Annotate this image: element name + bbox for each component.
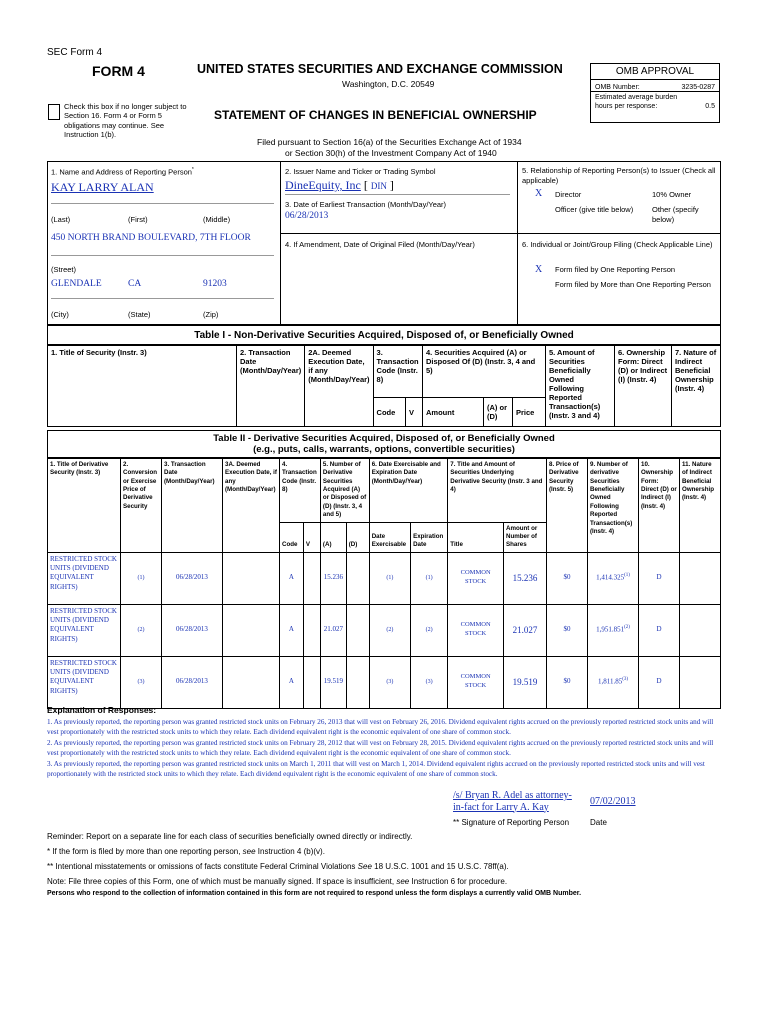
- t2-date-exercisable: (1): [369, 552, 410, 604]
- city-value: GLENDALE: [51, 279, 102, 289]
- t2-nature: [680, 604, 721, 656]
- t1-col-deemed: 2A. Deemed Execution Date, if any (Month/Day/Year): [305, 346, 373, 427]
- t2-deemed-date: [223, 552, 280, 604]
- officer-label: Officer (give title below): [555, 205, 634, 214]
- t2-col-deemed: 3A. Deemed Execution Date, if any (Month/Day/Year): [223, 459, 280, 553]
- city-label: (City): [51, 310, 69, 319]
- table2-title-box: [47, 430, 721, 458]
- one-person-label: Form filed by One Reporting Person: [555, 265, 676, 274]
- t2-code: A: [280, 656, 304, 708]
- t2-nature: [680, 552, 721, 604]
- last-label: (Last): [51, 215, 71, 224]
- t2-sub-expiration: Expiration Date: [411, 522, 448, 552]
- t1-col-acquired: 4. Securities Acquired (A) or Disposed Of (D) (Instr. 3, 4 and 5): [423, 346, 546, 398]
- no-longer-subject-checkbox[interactable]: [48, 104, 60, 120]
- box1-label: 1. Name and Address of Reporting Person*: [51, 167, 194, 177]
- omb-approval-box: [590, 63, 720, 123]
- t2-date-exercisable: (3): [369, 656, 410, 708]
- t2-sub-amount-shares: Amount or Number of Shares: [504, 522, 547, 552]
- t2-v: [303, 552, 320, 604]
- t2-col-title: 1. Title of Derivative Security (Instr. 3): [48, 459, 121, 553]
- t2-disposed: [346, 656, 369, 708]
- state-label: (State): [128, 310, 151, 319]
- t2-sub-title: Title: [448, 522, 504, 552]
- omb-hours-label: hours per response:: [595, 103, 658, 110]
- footnote-2: 2. As previously reported, the reporting person was granted restricted stock units on February 28, 2012 that will vest on February 28, 2015. Dividend equivalent rights accrued on the previously reported restricted stock units and will vest proportionately with the restricted stock units to which they relate. Each dividend equivalent right is the economic equivalent of one share of common stock.: [47, 739, 714, 757]
- box5-label: 5. Relationship of Reporting Person(s) to Issuer (Check all applicable): [522, 166, 716, 185]
- t2-transaction-date: 06/28/2013: [162, 552, 223, 604]
- reminder-text: Reminder: Report on a separate line for each class of securities beneficially owned directly or indirectly.: [47, 832, 413, 841]
- form-title: FORM 4: [92, 63, 145, 79]
- t2-price: $0: [547, 604, 588, 656]
- t2-sub-date-exercisable: Date Exercisable: [369, 522, 410, 552]
- footer-note-3: Note: File three copies of this Form, one of which must be manually signed. If space is insufficient, see Instruction 6 for procedure.: [47, 877, 508, 886]
- t2-underlying-title: COMMON STOCK: [448, 552, 504, 604]
- t2-v: [303, 604, 320, 656]
- table-row: [48, 604, 721, 656]
- filed-pursuant-line2: or Section 30(h) of the Investment Company Act of 1940: [285, 148, 497, 158]
- table-row: [48, 656, 721, 708]
- t2-security-title: RESTRICTED STOCK UNITS (DIVIDEND EQUIVALENT RIGHTS): [48, 552, 121, 604]
- t2-col-exercisable: 6. Date Exercisable and Expiration Date (Month/Day/Year): [369, 459, 448, 523]
- omb-title: OMB APPROVAL: [591, 64, 719, 80]
- t1-col-form: 6. Ownership Form: Direct (D) or Indirect (I) (Instr. 4): [615, 346, 672, 427]
- omb-hours-value: 0.5: [705, 103, 715, 110]
- filed-pursuant-line1: Filed pursuant to Section 16(a) of the Securities Exchange Act of 1934: [257, 137, 522, 147]
- reporting-person-name[interactable]: KAY LARRY ALAN: [51, 180, 154, 194]
- box6-label: 6. Individual or Joint/Group Filing (Check Applicable Line): [522, 240, 713, 249]
- omb-number-value: 3235-0287: [681, 84, 715, 91]
- t2-col-code: 4. Transaction Code (Instr. 8): [280, 459, 321, 523]
- date-label: Date: [590, 818, 607, 827]
- zip-value: 91203: [203, 279, 227, 289]
- t2-sub-d: (D): [346, 522, 369, 552]
- t1-col-nature: 7. Nature of Indirect Beneficial Ownership (Instr. 4): [672, 346, 721, 427]
- t2-conversion-footnote: (1): [121, 552, 162, 604]
- t2-date-exercisable: (2): [369, 604, 410, 656]
- t2-nature: [680, 656, 721, 708]
- t2-deemed-date: [223, 656, 280, 708]
- street-label: (Street): [51, 265, 77, 274]
- footer-note-1: * If the form is filed by more than one reporting person, see Instruction 4 (b)(v).: [47, 847, 325, 856]
- t2-expiration-date: (3): [411, 656, 448, 708]
- table1-non-derivative: [47, 345, 721, 427]
- state-value: CA: [128, 279, 142, 289]
- t2-col-owned: 9. Number of derivative Securities Beneficially Owned Following Reported Transaction(s) (Instr. 4): [588, 459, 639, 553]
- t1-sub-amount: Amount: [423, 398, 484, 427]
- t2-conversion-footnote: (2): [121, 604, 162, 656]
- zip-label: (Zip): [203, 310, 219, 319]
- director-label: Director: [555, 190, 582, 199]
- t2-col-number: 5. Number of Derivative Securities Acquired (A) or Disposed of (D) (Instr. 3, 4 and 5): [320, 459, 369, 523]
- t2-col-form: 10. Ownership Form: Direct (D) or Indirect (I) (Instr. 4): [639, 459, 680, 553]
- t1-col-title: 1. Title of Security (Instr. 3): [48, 346, 237, 427]
- t2-transaction-date: 06/28/2013: [162, 604, 223, 656]
- footer-note-2: ** Intentional misstatements or omissions of facts constitute Federal Criminal Violations See 18 U.S.C. 1001 and 15 U.S.C. 78ff(a).: [47, 862, 509, 871]
- t1-sub-code: Code: [373, 398, 405, 427]
- table2-derivative: [47, 458, 721, 709]
- t2-underlying-title: COMMON STOCK: [448, 656, 504, 708]
- street-value: 450 NORTH BRAND BOULEVARD, 7TH FLOOR: [51, 233, 251, 243]
- t2-underlying-title: COMMON STOCK: [448, 604, 504, 656]
- omb-burden-label: Estimated average burden: [595, 94, 678, 101]
- t2-disposed: [346, 604, 369, 656]
- sec-form-label: SEC Form 4: [47, 47, 103, 58]
- t2-sub-a: (A): [320, 522, 346, 552]
- checkbox-instruction: Check this box if no longer subject to Section 16. Form 4 or Form 5 obligations may continue. See Instruction 1(b).: [64, 102, 187, 140]
- t2-ownership-form: D: [639, 656, 680, 708]
- t2-disposed: [346, 552, 369, 604]
- box3-label: 3. Date of Earliest Transaction (Month/Day/Year): [285, 200, 447, 209]
- commission-address: Washington, D.C. 20549: [342, 79, 435, 89]
- table2-title-line1: Table II - Derivative Securities Acquired, Disposed of, or Beneficially Owned: [213, 433, 555, 444]
- t2-col-nature: 11. Nature of Indirect Beneficial Ownership (Instr. 4): [680, 459, 721, 553]
- t2-sub-code: Code: [280, 522, 304, 552]
- t2-acquired: 19.519: [320, 656, 346, 708]
- t1-col-date: 2. Transaction Date (Month/Day/Year): [237, 346, 305, 427]
- t2-deemed-date: [223, 604, 280, 656]
- t2-owned: 1,414.325$^{(1)}$: [588, 552, 639, 604]
- ten-percent-owner-label: 10% Owner: [652, 190, 692, 199]
- t2-ownership-form: D: [639, 552, 680, 604]
- t1-sub-price: Price: [513, 398, 546, 427]
- t2-owned: 1,951.851$^{(2)}$: [588, 604, 639, 656]
- explanation-title: Explanation of Responses:: [47, 705, 157, 715]
- footnote-3: 3. As previously reported, the reporting person was granted restricted stock units on March 1, 2011 that will vest on March 1, 2014. Dividend equivalent rights accrued on the previously reported restricted stock units and will vest proportionately with the restricted stock units to which they relate. Each dividend equivalent right is the economic equivalent of one share of common stock.: [47, 760, 705, 778]
- first-label: (First): [128, 215, 148, 224]
- t2-security-title: RESTRICTED STOCK UNITS (DIVIDEND EQUIVALENT RIGHTS): [48, 604, 121, 656]
- t2-col-date: 3. Transaction Date (Month/Day/Year): [162, 459, 223, 553]
- explanation-notes: [47, 718, 721, 779]
- t2-security-title: RESTRICTED STOCK UNITS (DIVIDEND EQUIVALENT RIGHTS): [48, 656, 121, 708]
- table-row: [48, 552, 721, 604]
- t2-col-price: 8. Price of Derivative Security (Instr. 5): [547, 459, 588, 553]
- t2-expiration-date: (2): [411, 604, 448, 656]
- table1-title-box: [47, 325, 721, 345]
- t2-sub-v: V: [303, 522, 320, 552]
- middle-label: (Middle): [203, 215, 231, 224]
- t2-code: A: [280, 604, 304, 656]
- t2-price: $0: [547, 656, 588, 708]
- signature-date: 07/02/2013: [590, 796, 636, 807]
- t2-underlying-shares: 19.519: [504, 656, 547, 708]
- box4-label: 4. If Amendment, Date of Original Filed (Month/Day/Year): [285, 240, 475, 249]
- footnote-1: 1. As previously reported, the reporting person was granted restricted stock units on February 26, 2013 that will vest on February 26, 2016. Dividend equivalent rights accrued on the previously reported restricted stock units and will vest proportionately with the restricted stock units to which they relate. Each dividend equivalent right is the economic equivalent of one share of common stock.: [47, 718, 714, 736]
- t2-col-underlying: 7. Title and Amount of Securities Underlying Derivative Security (Instr. 3 and 4): [448, 459, 547, 523]
- footer-note-4: Persons who respond to the collection of information contained in this form are not required to respond unless the form displays a currently valid OMB Number.: [47, 890, 582, 897]
- omb-number-label: OMB Number:: [595, 84, 640, 91]
- table2-title-line2: (e.g., puts, calls, warrants, options, convertible securities): [253, 444, 515, 455]
- t2-price: $0: [547, 552, 588, 604]
- t1-col-code: 3. Transaction Code (Instr. 8): [373, 346, 422, 398]
- commission-title: UNITED STATES SECURITIES AND EXCHANGE COMMISSION: [197, 62, 563, 76]
- t2-acquired: 21.027: [320, 604, 346, 656]
- t2-code: A: [280, 552, 304, 604]
- t2-col-conversion: 2. Conversion or Exercise Price of Derivative Security: [121, 459, 162, 553]
- t1-sub-a-or-d: (A) or (D): [484, 398, 513, 427]
- signature-label: ** Signature of Reporting Person: [453, 818, 570, 827]
- t2-transaction-date: 06/28/2013: [162, 656, 223, 708]
- director-checkmark[interactable]: X: [535, 188, 543, 199]
- table1-title: Table I - Non-Derivative Securities Acquired, Disposed of, or Beneficially Owned: [194, 330, 574, 341]
- t2-acquired: 15.236: [320, 552, 346, 604]
- t2-conversion-footnote: (3): [121, 656, 162, 708]
- multi-person-label: Form filed by More than One Reporting Person: [555, 280, 711, 289]
- one-person-checkmark[interactable]: X: [535, 264, 543, 275]
- t2-ownership-form: D: [639, 604, 680, 656]
- statement-title: STATEMENT OF CHANGES IN BENEFICIAL OWNERSHIP: [214, 108, 537, 122]
- box2-label: 2. Issuer Name and Ticker or Trading Symbol: [285, 167, 436, 176]
- t1-col-owned: 5. Amount of Securities Beneficially Owned Following Reported Transaction(s) (Instr. 3 and 4): [546, 346, 615, 427]
- t2-expiration-date: (1): [411, 552, 448, 604]
- issuer-name[interactable]: DineEquity, Inc [ DIN ]: [285, 178, 394, 192]
- t2-underlying-shares: 21.027: [504, 604, 547, 656]
- t2-underlying-shares: 15.236: [504, 552, 547, 604]
- other-label: Other (specify below): [652, 205, 699, 224]
- signature: /s/ Bryan R. Adel as attorney- in-fact for Larry A. Kay: [453, 790, 572, 813]
- earliest-transaction-date: 06/28/2013: [285, 211, 329, 221]
- t1-sub-v: V: [406, 398, 423, 427]
- t2-v: [303, 656, 320, 708]
- t2-owned: 1,811.85$^{(3)}$: [588, 656, 639, 708]
